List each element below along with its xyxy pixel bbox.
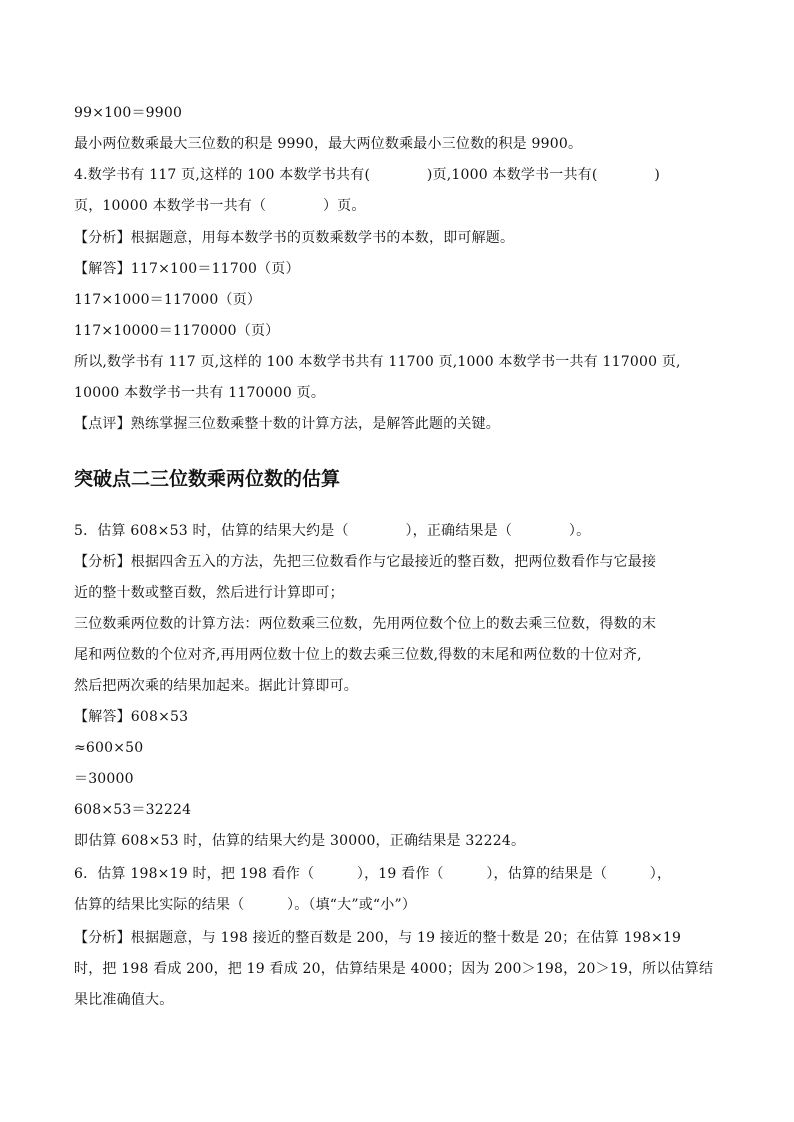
answer-5-summary: 即估算 608×53 时，估算的结果大约是 30000，正确结果是 32224。 <box>74 833 526 849</box>
question-4-line-2: 页，10000 本数学书一共有（ ）页。 <box>74 198 366 214</box>
analysis-6-line-1: 【分析】根据题意，与 198 接近的整百数是 200，与 19 接近的整十数是 20；在估算 198×19 <box>74 930 682 946</box>
analysis-6-line-3: 果比准确值大。 <box>74 992 174 1008</box>
question-6-line-1: 6．估算 198×19 时，把 198 看作（ ），19 看作（ ），估算的结果是（ ）， <box>74 866 672 882</box>
question-4-line-1: 4.数学书有 117 页,这样的 100 本数学书共有( )页,1000 本数学书一共有( ) <box>74 167 661 183</box>
analysis-5-line-2: 近的整十数或整百数，然后进行计算即可； <box>74 585 344 601</box>
analysis-5-line-5: 然后把两次乘的结果加起来。据此计算即可。 <box>74 678 358 694</box>
comment-4: 【点评】熟练掌握三位数乘整十数的计算方法，是解答此题的关键。 <box>74 416 500 432</box>
section-heading: 突破点二三位数乘两位数的估算 <box>74 468 341 490</box>
answer-5-line-2: ≈600×50 <box>74 740 144 756</box>
answer-4-summary-1: 所以,数学书有 117 页,这样的 100 本数学书共有 11700 页,1000 本数学书一共有 117000 页, <box>74 354 681 370</box>
question-5: 5．估算 608×53 时，估算的结果大约是（ ），正确结果是（ ）。 <box>74 523 591 539</box>
calc-line: 99×100＝9900 <box>74 105 183 121</box>
answer-5-line-3: ＝30000 <box>74 771 134 787</box>
question-6-line-2: 估算的结果比实际的结果（ ）。（填“大”或“小”） <box>74 897 417 913</box>
answer-4-line-1: 【解答】117×100＝11700（页） <box>74 261 300 277</box>
conclusion-line: 最小两位数乘最大三位数的积是 9990，最大两位数乘最小三位数的积是 9900。 <box>74 136 583 152</box>
analysis-6-line-2: 时，把 198 看成 200，把 19 看成 20，估算结果是 4000；因为 200＞198，20＞19，所以估算结 <box>74 961 714 977</box>
analysis-5-line-3: 三位数乘两位数的计算方法：两位数乘三位数，先用两位数个位上的数去乘三位数，得数的末 <box>74 616 657 632</box>
answer-4-line-2: 117×1000＝117000（页） <box>74 292 262 308</box>
analysis-5-line-4: 尾和两位数的个位对齐,再用两位数十位上的数去乘三位数,得数的末尾和两位数的十位对齐, <box>74 647 642 663</box>
answer-4-line-3: 117×10000＝1170000（页） <box>74 323 280 339</box>
answer-5-line-4: 608×53＝32224 <box>74 802 192 818</box>
answer-4-summary-2: 10000 本数学书一共有 1170000 页。 <box>74 385 326 401</box>
answer-5-line-1: 【解答】608×53 <box>74 709 189 725</box>
analysis-5-line-1: 【分析】根据四舍五入的方法，先把三位数看作与它最接近的整百数，把两位数看作与它最接 <box>74 554 657 570</box>
analysis-4: 【分析】根据题意，用每本数学书的页数乘数学书的本数，即可解题。 <box>74 230 515 246</box>
